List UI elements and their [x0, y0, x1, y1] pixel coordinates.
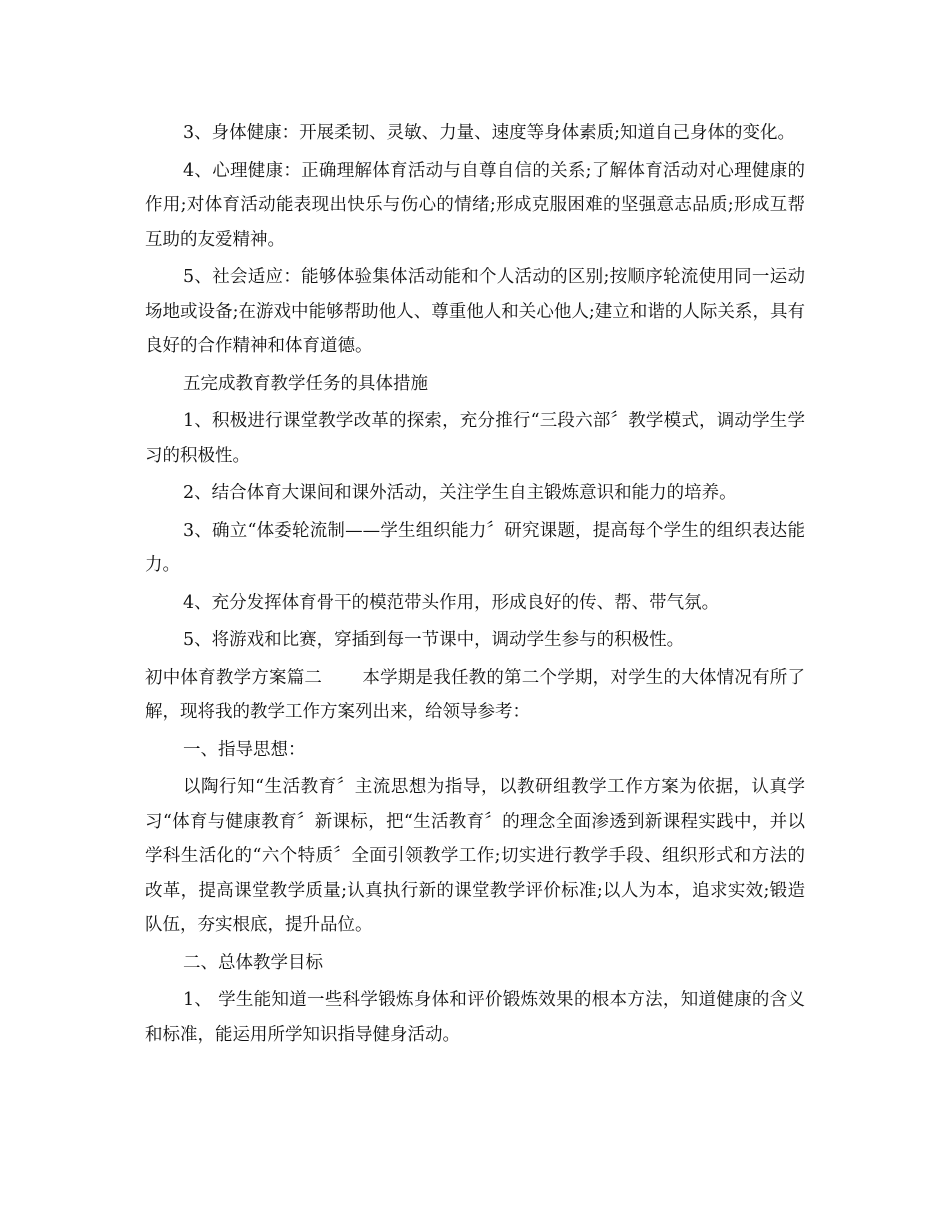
paragraph-measure-4: 4、充分发挥体育骨干的模范带头作用，形成良好的传、帮、带气氛。 [183, 592, 720, 613]
paragraph-social-adaptation: 5、社会适应：能够体验集体活动能和个人活动的区别;按顺序轮流使用同一运动场地或设备;在游戏中能够帮助他人、尊重他人和关心他人;建立和谐的人际关系，具有良好的合作精神和体育道德。 [145, 267, 805, 356]
section-heading-guiding-ideology: 一、指导思想： [183, 739, 306, 760]
section-heading-overall-goals: 二、总体教学目标 [183, 952, 323, 973]
paragraph-physical-health: 3、身体健康：开展柔韧、灵敏、力量、速度等身体素质;知道自己身体的变化。 [183, 123, 796, 143]
paragraph-plan-two-intro [145, 661, 805, 730]
paragraph-measure-2: 2、结合体育大课间和课外活动，关注学生自主锻炼意识和能力的培养。 [183, 483, 737, 503]
paragraph-mental-health: 4、心理健康：正确理解体育活动与自尊自信的关系;了解体育活动对心理健康的作用;对体育活动能表现出快乐与伤心的情绪;形成克服困难的坚强意志品质;形成互帮互助的友爱精神。 [145, 160, 805, 250]
paragraph-measure-3: 3、确立“体委轮流制——学生组织能力〞研究课题，提高每个学生的组织表达能力。 [145, 520, 805, 575]
document-body [145, 116, 805, 1055]
paragraph-measure-5: 5、将游戏和比赛，穿插到每一节课中，调动学生参与的积极性。 [183, 630, 685, 650]
section-heading-measures: 五完成教育教学任务的具体措施 [183, 373, 428, 394]
plan-two-title: 初中体育教学方案篇二 [145, 667, 323, 688]
paragraph-goal-1: 1、 学生能知道一些科学锻炼身体和评价锻炼效果的根本方法，知道健康的含义和标准，能运用所学知识指导健身活动。 [145, 990, 805, 1045]
paragraph-measure-1: 1、积极进行课堂教学改革的探索，充分推行“三段六部〞教学模式，调动学生学习的积极性。 [145, 411, 805, 466]
paragraph-guiding-ideology: 以陶行知“生活教育〞主流思想为指导，以教研组教学工作方案为依据，认真学习“体育与健康教育〞新课标，把“生活教育〞的理念全面渗透到新课程实践中，并以学科生活化的“六个特质〞全面引领教学工作;切实进行教学手段、组织形式和方法的改革，提高课堂教学质量;认真执行新的课堂教学评价标准;以人为本，追求实效;锻造队伍，夯实根底，提升品位。 [145, 777, 805, 935]
plan-two-intro-text: 本学期是我任教的第二个学期，对学生的大体情况有所了解，现将我的教学工作方案列出来，给领导参考： [145, 667, 806, 722]
